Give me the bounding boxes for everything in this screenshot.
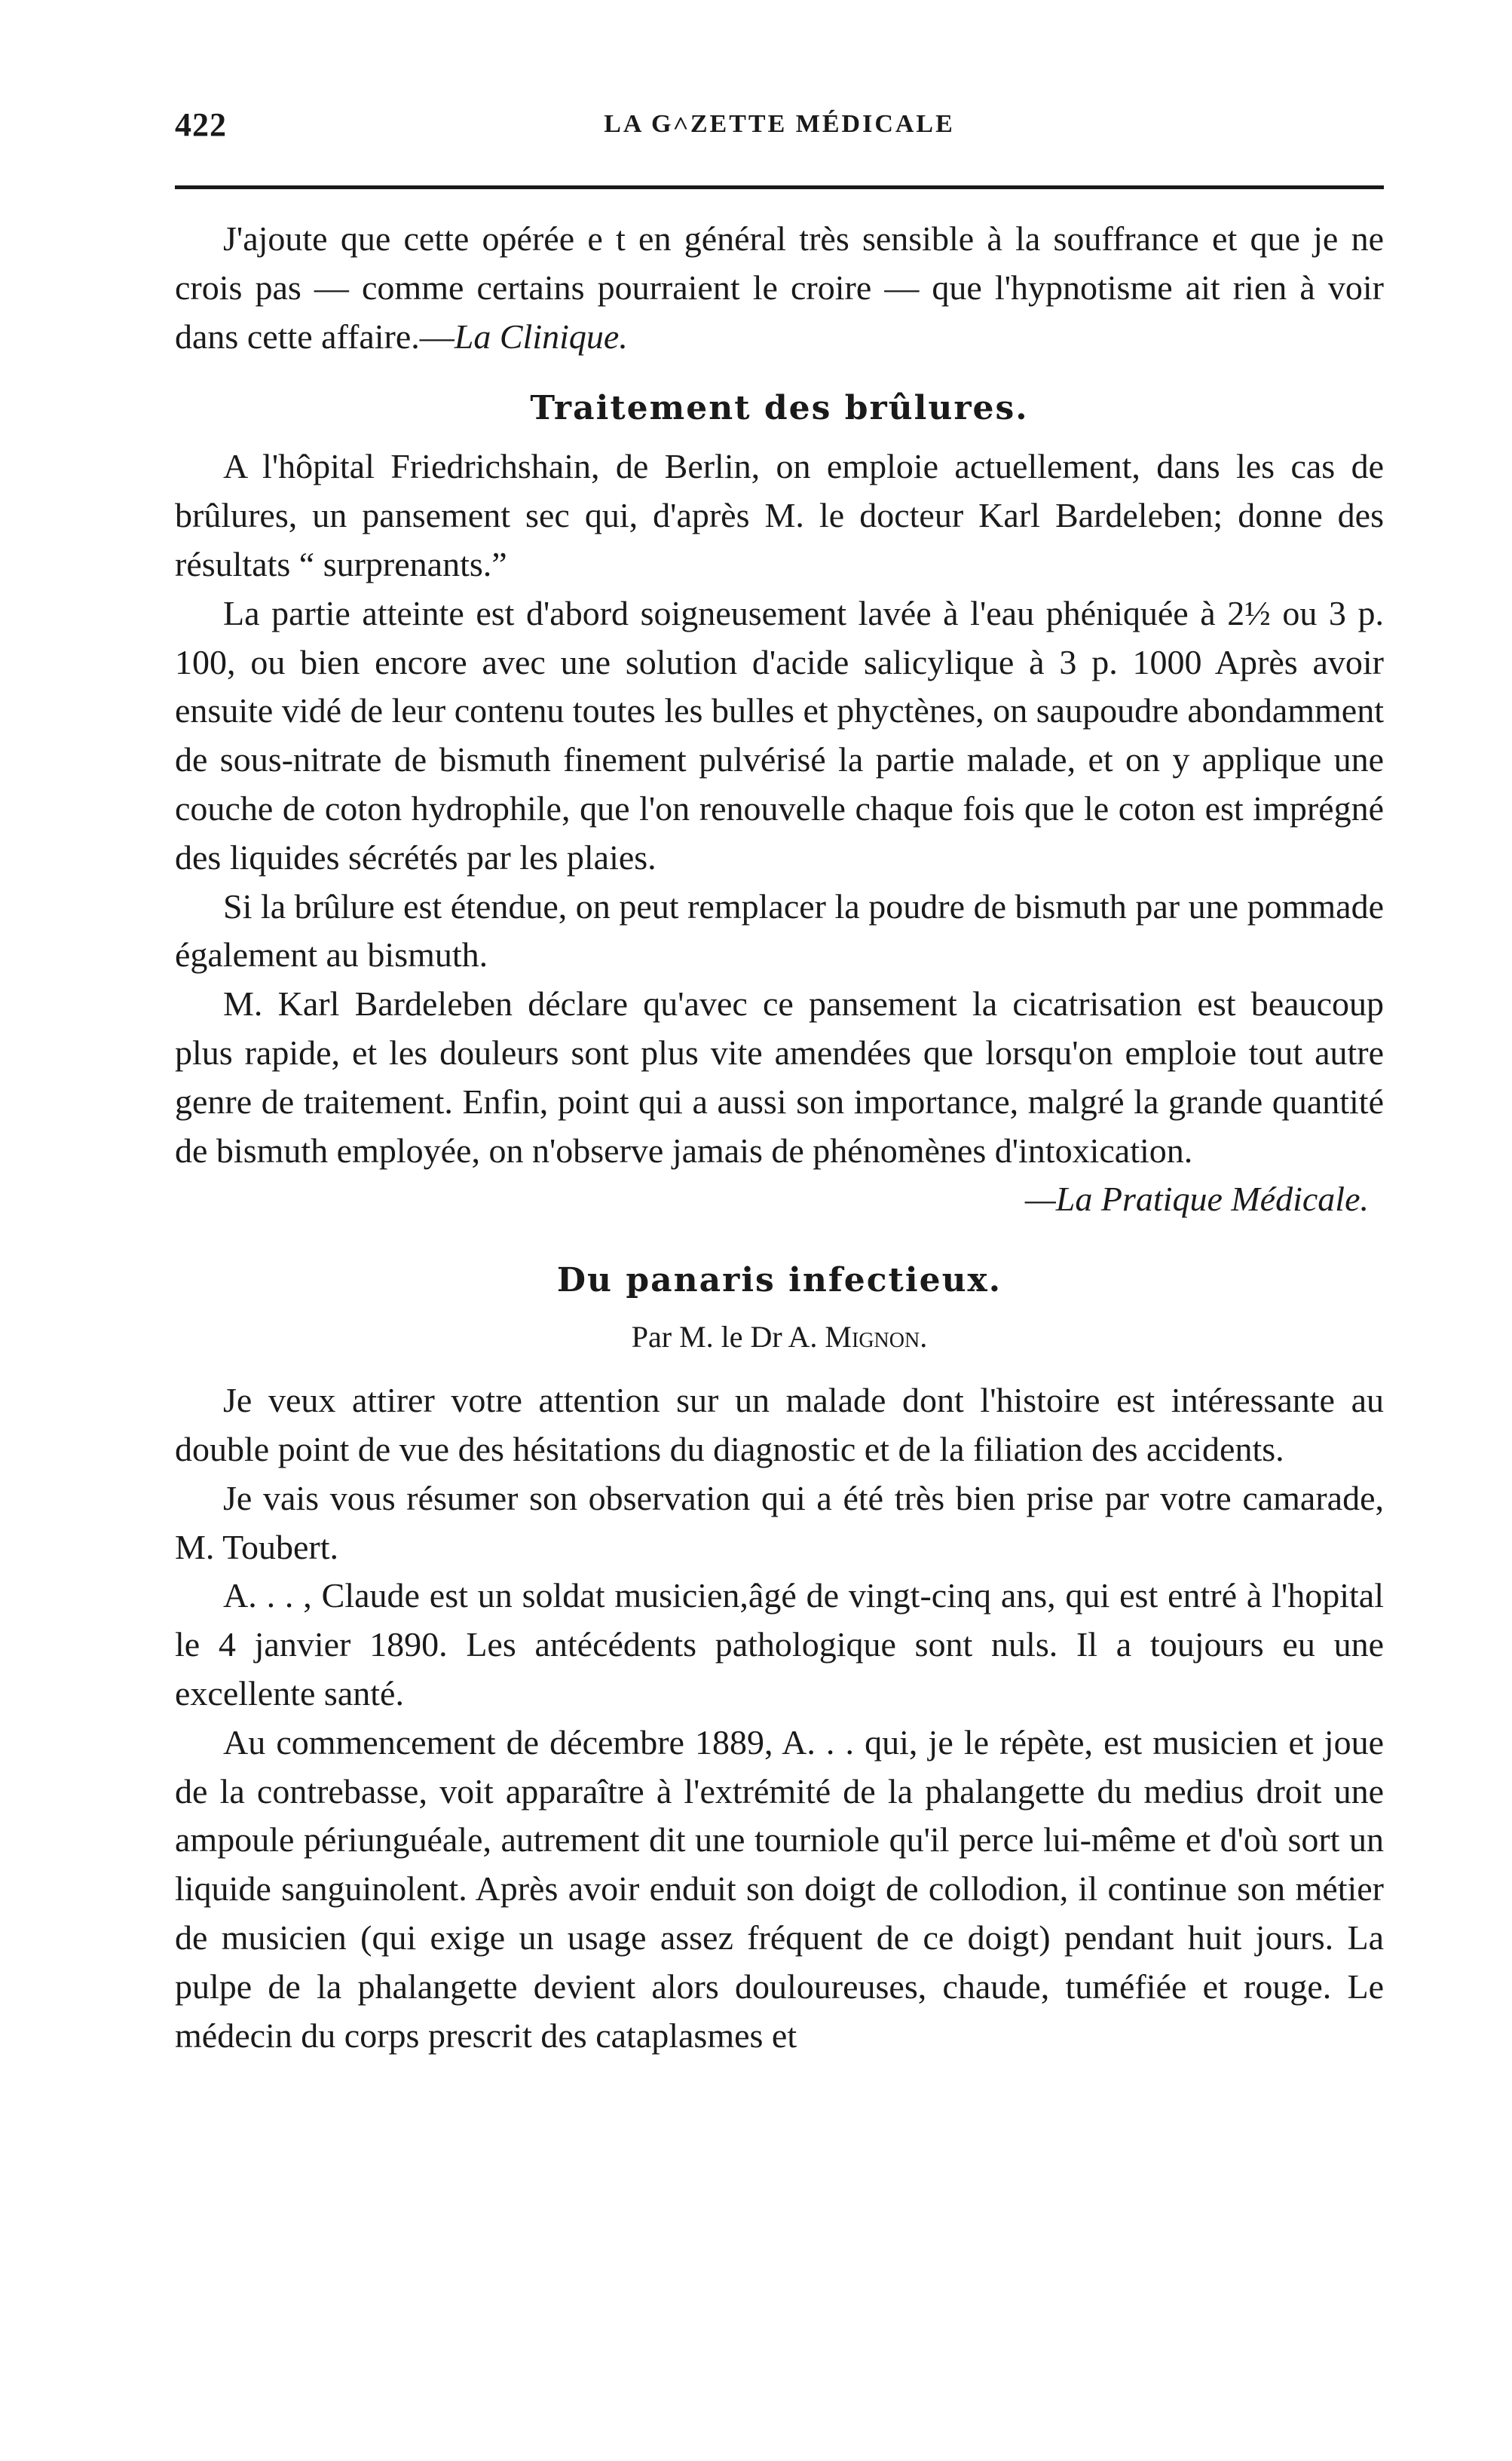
document-page: [175, 106, 1384, 2060]
brulures-paragraph-3: Si la brûlure est étendue, on peut remplacer la poudre de bismuth par une pommade également au bismuth.: [175, 886, 1384, 975]
panaris-paragraph-3: A. . . , Claude est un soldat musicien,âgé de vingt-cinq ans, qui est entré à l'hopital le 4 janvier 1890. Les antécédents pathologique sont nuls. Il a toujours eu une excellente santé.: [175, 1576, 1384, 1713]
section-heading-panaris: Du panaris infectieux.: [556, 1261, 1002, 1300]
intro-source: La Clinique.: [454, 317, 628, 356]
panaris-paragraph-2: Je vais vous résumer son observation qui a été très bien prise par votre camarade, M. Toubert.: [175, 1478, 1384, 1566]
intro-paragraph: [175, 215, 1384, 361]
brulures-paragraph-2: La partie atteinte est d'abord soigneusement lavée à l'eau phéniquée à 2½ ou 3 p. 100, ou bien encore avec une solution d'acide salicylique à 3 p. 1000 Après avoir ensuite vidé de leur contenu toutes les bulles et phyctènes, on saupoudre abondamment de sous-nitrate de bismuth finement pulvérisé la partie malade, et on y applique une couche de coton hydrophile, que l'on renouvelle chaque fois que le coton est imprégné des liquides sécrétés par les plaies.: [175, 593, 1384, 877]
page-number: 422: [175, 106, 227, 143]
journal-title: LA G˄ZETTE MÉDICALE: [604, 110, 955, 138]
panaris-paragraph-4: Au commencement de décembre 1889, A. . . qui, je le répète, est musicien et joue de la contrebasse, voit apparaître à l'extrémité de la phalangette du medius droit une ampoule périunguéale, autrement dit une tourniole qu'il perce lui-même et d'où sort un liquide sanguinolent. Après avoir enduit son doigt de collodion, il continue son métier de musicien (qui exige un usage assez fréquent de ce doigt) pendant huit jours. La pulpe de la phalangette devient alors douloureuses, chaude, tuméfiée et rouge. Le médecin du corps prescrit des cataplasmes et: [175, 1722, 1384, 2055]
header-rule: [175, 185, 1384, 189]
intro-paragraph-text: J'ajoute que cette opérée e t en général très sensible à la souffrance et que je ne crois pas — comme certains pourraient le croire — que l'hypnotisme ait rien à voir dans cette affaire.—: [175, 219, 1384, 356]
byline-prefix: Par M. le Dr A.: [631, 1320, 825, 1354]
brulures-paragraph-1: A l'hôpital Friedrichshain, de Berlin, on emploie actuellement, dans les cas de brûlures, un pansement sec qui, d'après M. le docteur Karl Bardeleben; donne des résultats “ surprenants.”: [175, 447, 1384, 583]
byline-author: Mignon.: [825, 1320, 928, 1354]
brulures-source: —La Pratique Médicale.: [1024, 1180, 1369, 1219]
section-heading-brulures: Traitement des brûlures.: [530, 389, 1029, 428]
running-header: [175, 106, 1384, 158]
brulures-paragraph-4: M. Karl Bardeleben déclare qu'avec ce pansement la cicatrisation est beaucoup plus rapide, et les douleurs sont plus vite amendées que lorsqu'on emploie tout autre genre de traitement. Enfin, point qui a aussi son importance, malgré la grande quantité de bismuth employée, on n'observe jamais de phénomènes d'intoxication.: [175, 984, 1384, 1170]
panaris-paragraph-1: Je veux attirer votre attention sur un malade dont l'histoire est intéressante au double point de vue des hésitations du diagnostic et de la filiation des accidents.: [175, 1381, 1384, 1468]
article-byline: [175, 1315, 1384, 1360]
